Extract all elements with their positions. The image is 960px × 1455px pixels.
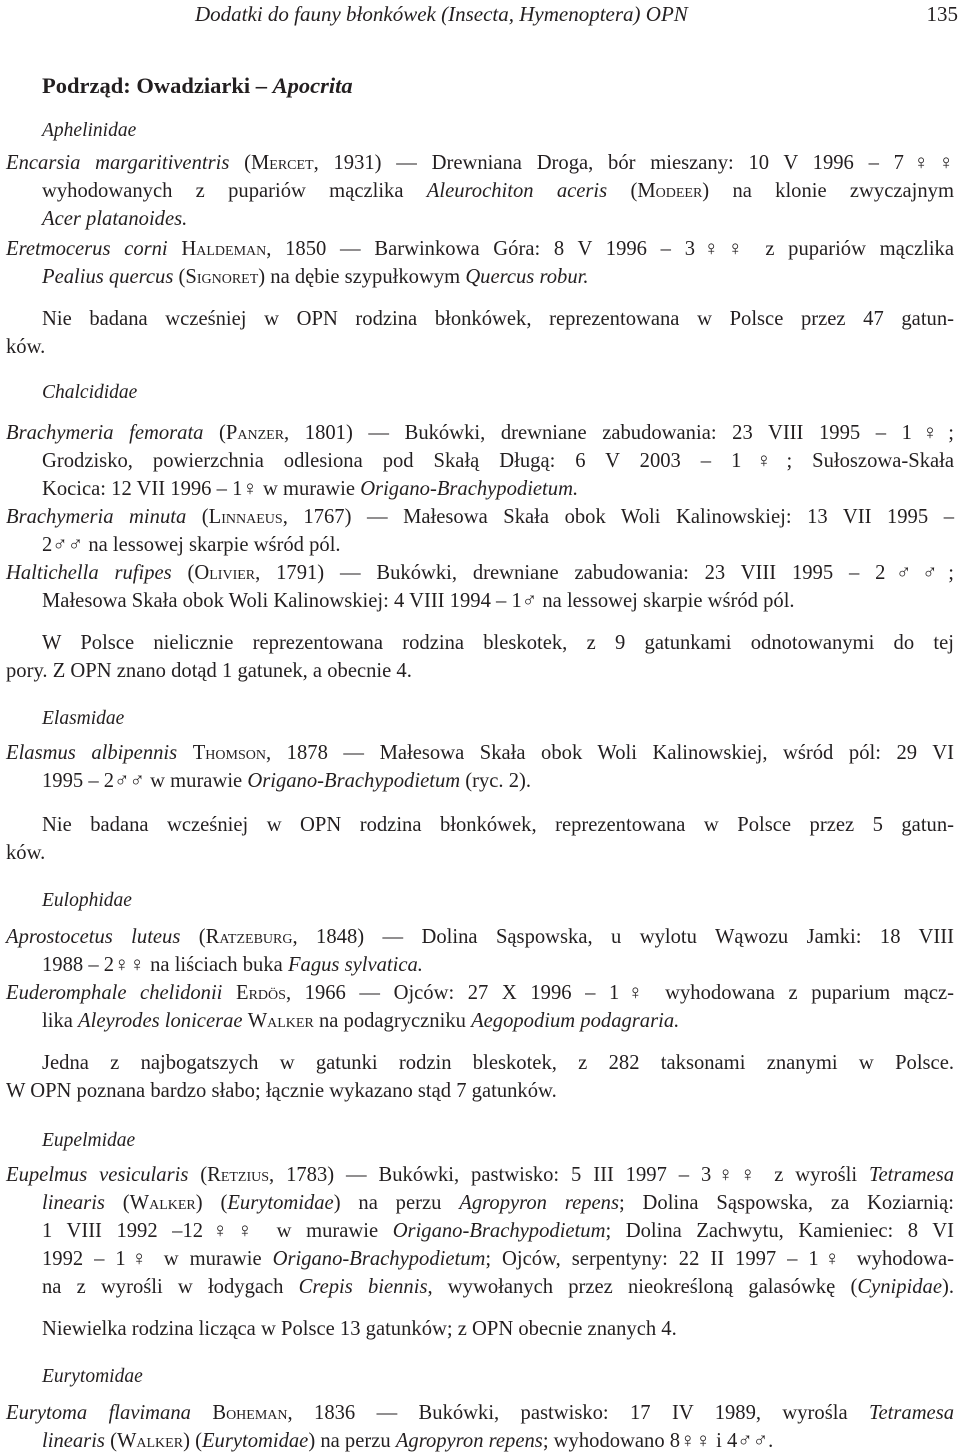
family-heading-eurytomidae: Eurytomidae xyxy=(42,1366,143,1387)
family-note: pory. Z OPN znano dotąd 1 gatunek, a obecnie 4. xyxy=(6,660,412,682)
record-line: linearis (Walker) (Eurytomidae) na perzu Agropyron repens; Dolina Sąspowska, za Koziarnią: xyxy=(42,1192,954,1214)
family-note: W OPN poznana bardzo słabo; łącznie wykazano stąd 7 gatunków. xyxy=(6,1080,557,1102)
record-line: linearis (Walker) (Eurytomidae) na perzu Agropyron repens; wyhodowano 8♀♀ i 4♂♂. xyxy=(42,1430,774,1452)
record-line: 2♂♂ na lessowej skarpie wśród pól. xyxy=(42,534,341,556)
record-line: 1995 – 2♂♂ w murawie Origano-Brachypodietum (ryc. 2). xyxy=(42,770,532,792)
family-note: Nie badana wcześniej w OPN rodzina błonkówek, reprezentowana w Polsce przez 5 gatun- xyxy=(42,814,954,836)
record-line: Elasmus albipennis Thomson, 1878 — Małesowa Skała obok Woli Kalinowskiej, wśród pól: 29 VI xyxy=(6,742,955,764)
record-line: Encarsia margaritiventris (Mercet, 1931) — Drewniana Droga, bór mieszany: 10 V 1996 – 7♀♀ xyxy=(6,152,954,174)
page-number: 135 xyxy=(926,2,958,26)
record-line: Acer platanoides. xyxy=(42,208,188,230)
family-note: Nie badana wcześniej w OPN rodzina błonkówek, reprezentowana w Polsce przez 47 gatun- xyxy=(42,308,954,330)
record-line: Eretmocerus corni Haldeman, 1850 — Barwinkowa Góra: 8 V 1996 – 3♀♀ z pupariów mączlika xyxy=(6,238,954,260)
record-line: Aprostocetus luteus (Ratzeburg, 1848) — Dolina Sąspowska, u wylotu Wąwozu Jamki: 18 VIII xyxy=(6,926,954,948)
family-heading-elasmidae: Elasmidae xyxy=(42,708,125,729)
record-line: Brachymeria femorata (Panzer, 1801) — Bukówki, drewniane zabudowania: 23 VIII 1995 – 1♀; xyxy=(6,422,954,444)
family-note: ków. xyxy=(6,842,46,864)
running-title: Dodatki do fauny błonkówek (Insecta, Hymenoptera) OPN xyxy=(195,2,688,26)
record-line: lika Aleyrodes lonicerae Walker na podagryczniku Aegopodium podagraria. xyxy=(42,1010,680,1032)
record-line: na z wyrośli w łodygach Crepis biennis, wywołanych przez nieokreśloną galasówkę (Cynipidae). xyxy=(42,1276,955,1298)
family-heading-chalcididae: Chalcididae xyxy=(42,382,138,403)
family-heading-eupelmidae: Eupelmidae xyxy=(42,1130,136,1151)
record-line: Kocica: 12 VII 1996 – 1♀ w murawie Origano-Brachypodietum. xyxy=(42,478,579,500)
family-heading-eulophidae: Eulophidae xyxy=(42,890,132,911)
record-line: Haltichella rufipes (Olivier, 1791) — Bukówki, drewniane zabudowania: 23 VIII 1995 – 2♂♂; xyxy=(6,562,954,584)
record-line: Małesowa Skała obok Woli Kalinowskiej: 4 VIII 1994 – 1♂ na lessowej skarpie wśród pól. xyxy=(42,590,795,612)
record-line: Eurytoma flavimana Boheman, 1836 — Bukówki, pastwisko: 17 IV 1989, wyrośla Tetramesa xyxy=(6,1402,955,1424)
record-line: wyhodowanych z pupariów mączlika Aleurochiton aceris (Modeer) na klonie zwyczajnym xyxy=(42,180,954,202)
running-head xyxy=(0,2,960,32)
family-note: ków. xyxy=(6,336,46,358)
record-line: Euderomphale chelidonii Erdös, 1966 — Ojców: 27 X 1996 – 1♀ wyhodowana z puparium mącz- xyxy=(6,982,955,1004)
record-line: 1 VIII 1992 –12♀♀ w murawie Origano-Brachypodietum; Dolina Zachwytu, Kamieniec: 8 VI xyxy=(42,1220,954,1242)
record-line: Pealius quercus (Signoret) na dębie szypułkowym Quercus robur. xyxy=(42,266,589,288)
record-line: 1988 – 2♀♀ na liściach buka Fagus sylvatica. xyxy=(42,954,423,976)
record-line: Eupelmus vesicularis (Retzius, 1783) — Bukówki, pastwisko: 5 III 1997 – 3♀♀ z wyrośli Tetramesa xyxy=(6,1164,955,1186)
record-line: 1992 – 1♀ w murawie Origano-Brachypodietum; Ojców, serpentyny: 22 II 1997 – 1♀ wyhodowa- xyxy=(42,1248,955,1270)
family-note: Niewielka rodzina licząca w Polsce 13 gatunków; z OPN obecnie znanych 4. xyxy=(42,1318,677,1340)
record-line: Brachymeria minuta (Linnaeus, 1767) — Małesowa Skała obok Woli Kalinowskiej: 13 VII 1995 – xyxy=(6,506,954,528)
family-note: W Polsce nielicznie reprezentowana rodzina bleskotek, z 9 gatunkami odnotowanymi do tej xyxy=(42,632,954,654)
suborder-heading: Podrząd: Owadziarki – Apocrita xyxy=(42,73,353,98)
family-heading-aphelinidae: Aphelinidae xyxy=(42,120,137,141)
record-line: Grodzisko, powierzchnia odlesiona pod Skałą Długą: 6 V 2003 – 1♀; Sułoszowa-Skała xyxy=(42,450,954,472)
family-note: Jedna z najbogatszych w gatunki rodzin bleskotek, z 282 taksonami znanymi w Polsce. xyxy=(42,1052,954,1074)
